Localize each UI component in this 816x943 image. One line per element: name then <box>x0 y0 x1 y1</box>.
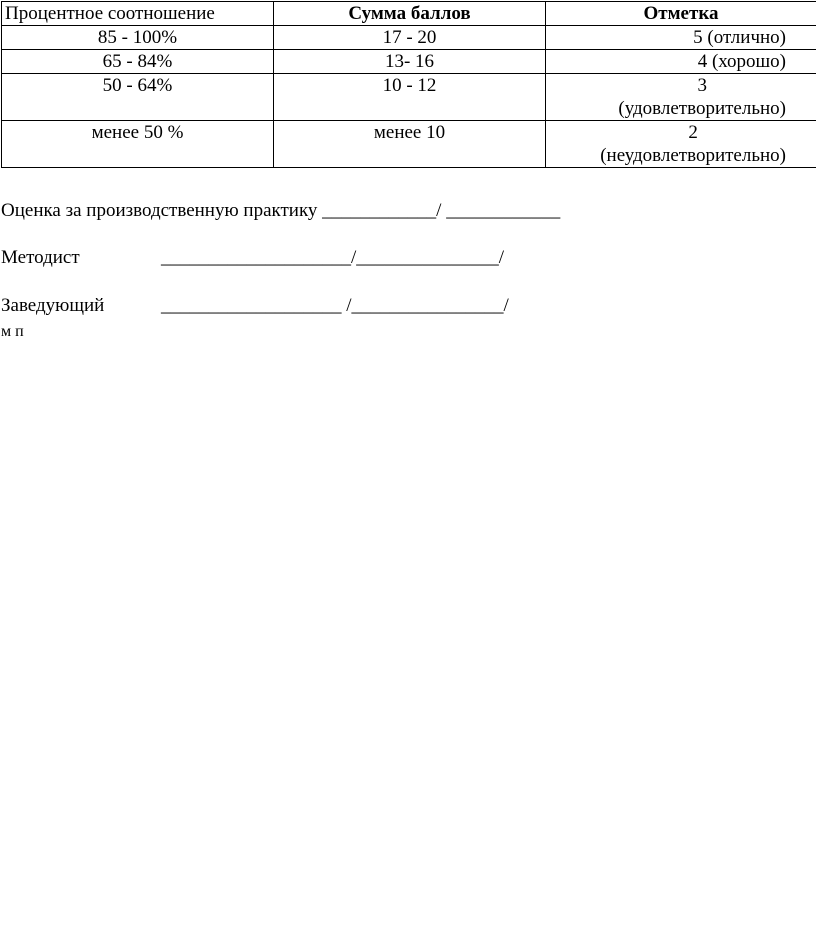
cell-score: менее 10 <box>274 121 546 168</box>
grade-text-detail: (удовлетворительно) <box>618 98 786 119</box>
cell-percent: 85 - 100% <box>2 26 274 50</box>
cell-grade <box>546 50 816 74</box>
cell-grade <box>546 121 816 168</box>
grade-text: 2 <box>688 122 698 143</box>
grade-text-detail: (неудовлетворительно) <box>600 145 786 166</box>
methodist-signature-blank: ____________________/_______________/ <box>161 247 505 268</box>
table-row <box>2 50 816 74</box>
header-percent: Процентное соотношение <box>2 2 274 26</box>
grade-text-block <box>600 121 786 167</box>
cell-percent: менее 50 % <box>2 121 274 168</box>
header-grade: Отметка <box>546 2 816 26</box>
grade-text-block <box>618 74 786 120</box>
table-header-row <box>2 2 816 26</box>
stamp-mark: м п <box>1 323 24 340</box>
grade-text: 3 <box>697 75 707 96</box>
head-label: Заведующий <box>1 295 105 316</box>
grade-text: 5 (отлично) <box>693 27 786 48</box>
cell-score: 17 - 20 <box>274 26 546 50</box>
table-row <box>2 26 816 50</box>
table-row <box>2 74 816 121</box>
cell-score: 10 - 12 <box>274 74 546 121</box>
cell-percent: 65 - 84% <box>2 50 274 74</box>
cell-percent: 50 - 64% <box>2 74 274 121</box>
methodist-label: Методист <box>1 247 80 268</box>
cell-score: 13- 16 <box>274 50 546 74</box>
grade-text: 4 (хорошо) <box>697 51 786 72</box>
cell-grade <box>546 26 816 50</box>
header-score: Сумма баллов <box>274 2 546 26</box>
head-signature-blank: ___________________ /________________/ <box>161 295 509 316</box>
practice-grade-line: Оценка за производственную практику ____________/ ____________ <box>1 200 561 221</box>
cell-grade <box>546 74 816 121</box>
table-row <box>2 121 816 168</box>
grading-table <box>1 1 816 168</box>
